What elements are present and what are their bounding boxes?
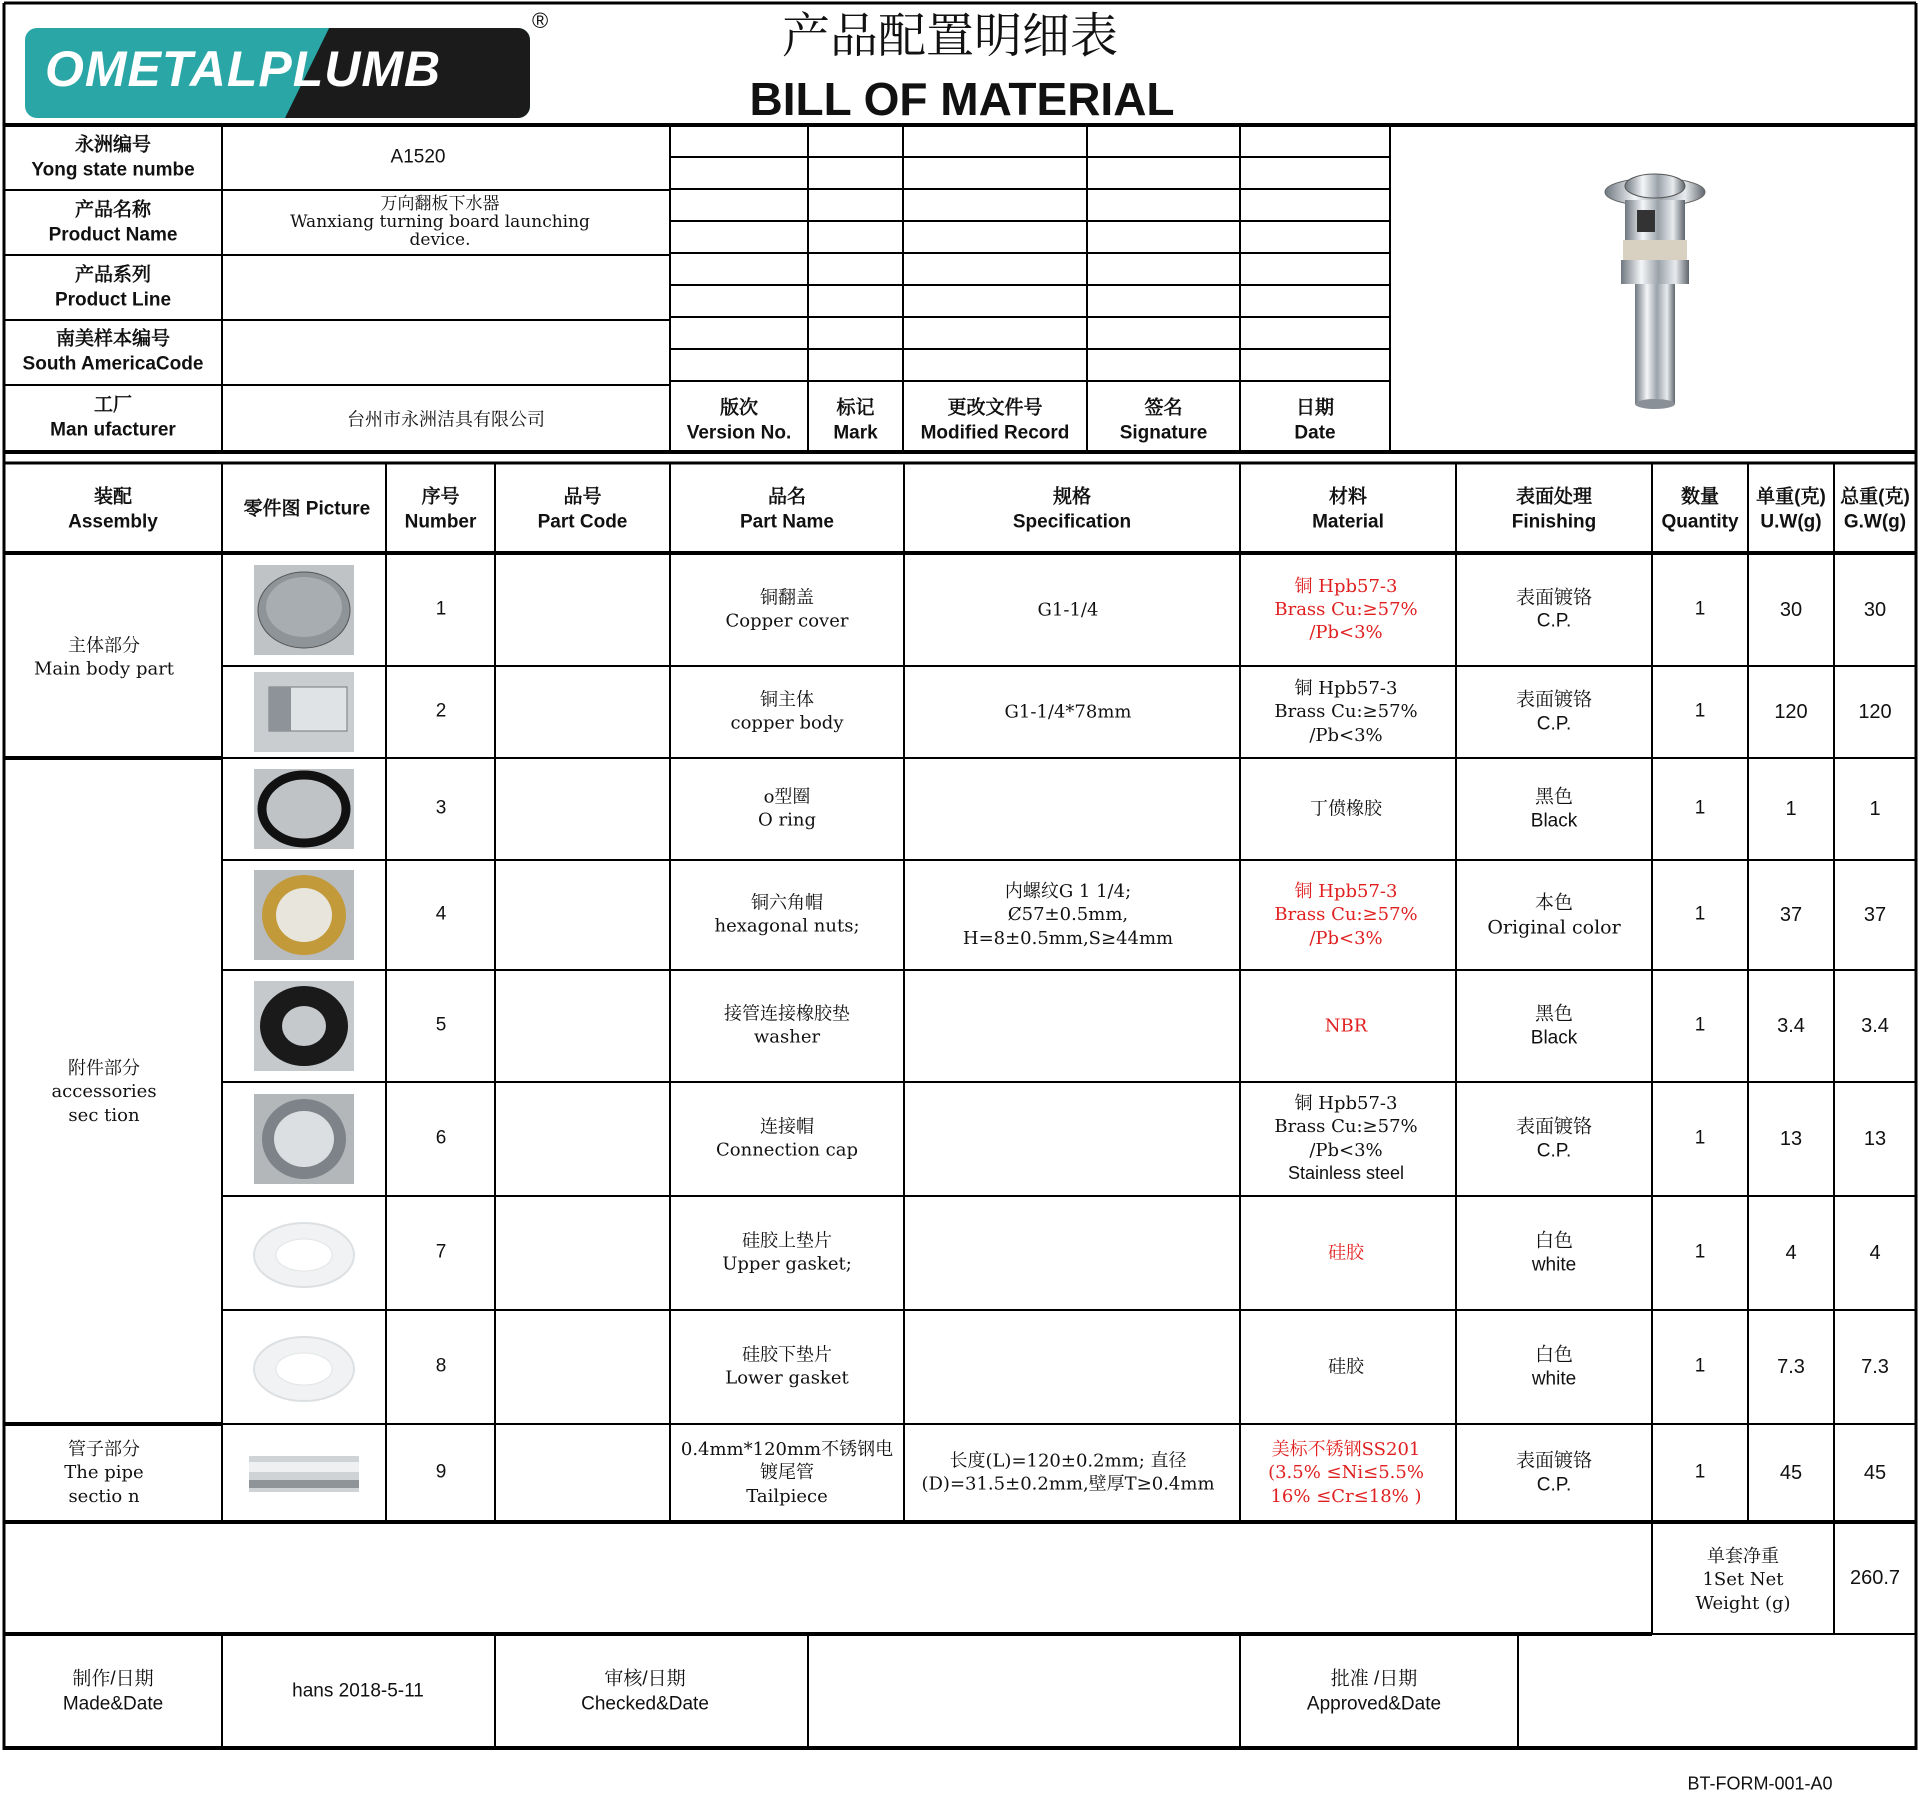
part-gross-weight-line: 7.3 xyxy=(1861,1356,1889,1378)
column-header-5-line: Specification xyxy=(1012,511,1132,532)
manufacturer-value xyxy=(347,408,545,431)
part-number-line: 4 xyxy=(435,903,447,925)
part-number xyxy=(436,797,447,822)
yong-state-number-label xyxy=(31,133,194,182)
net-weight-value-line: 260.7 xyxy=(1849,1567,1901,1589)
part-name xyxy=(758,786,816,833)
part-quantity-line: 1 xyxy=(1694,1014,1706,1036)
part-unit-weight xyxy=(1785,1240,1796,1266)
part-specification-line: H=8±0.5mm,S≥44mm xyxy=(962,927,1174,949)
part-material xyxy=(1274,574,1417,644)
part-number-line: 7 xyxy=(435,1241,447,1263)
product-name-label-line: 产品名称 xyxy=(74,199,151,221)
part-unit-weight xyxy=(1777,1013,1805,1039)
part-picture-cap xyxy=(249,1094,359,1184)
part-name xyxy=(725,1344,848,1391)
part-unit-weight xyxy=(1780,1126,1802,1152)
part-picture-nut xyxy=(249,870,359,960)
approved-date-label-line: 批准 /日期 xyxy=(1330,1668,1418,1690)
column-header-picture-en-line: Picture xyxy=(305,498,371,520)
column-header-6-line: Material xyxy=(1312,511,1384,532)
revision-header-1-line: 标记 xyxy=(836,397,875,419)
part-unit-weight-line: 13 xyxy=(1779,1128,1803,1150)
part-gross-weight-line: 30 xyxy=(1863,598,1887,621)
approved-date-label-line: Approved&Date xyxy=(1306,1693,1442,1714)
section-accessories xyxy=(51,1057,156,1127)
part-finishing-line: C.P. xyxy=(1536,610,1572,632)
part-finishing-line: 白色 xyxy=(1534,1343,1574,1366)
part-name xyxy=(681,1438,893,1508)
part-name-line: 接管连接橡胶垫 xyxy=(724,1003,850,1025)
part-material-line: 铜 Hpb57-3 xyxy=(1294,1093,1398,1115)
section-main-body xyxy=(34,635,174,682)
part-material-line: 硅胶 xyxy=(1328,1356,1364,1378)
part-specification-line: G1-1/4*78mm xyxy=(1004,701,1132,723)
part-material xyxy=(1274,677,1417,747)
yong-state-number-label-line: Yong state numbe xyxy=(31,159,195,180)
part-finishing xyxy=(1516,1448,1592,1497)
part-name-line: washer xyxy=(753,1027,821,1048)
part-finishing-line: Black xyxy=(1530,810,1578,831)
net-weight-label-line: 1Set Net xyxy=(1702,1569,1784,1591)
part-gross-weight xyxy=(1869,796,1880,822)
revision-header-4-line: 日期 xyxy=(1295,397,1334,419)
revision-header-4 xyxy=(1294,396,1335,445)
south-america-code-label-line: South AmericaCode xyxy=(22,353,204,374)
part-quantity-line: 1 xyxy=(1694,1127,1706,1149)
part-name-line: 铜翻盖 xyxy=(759,587,814,609)
revision-header-3-line: 签名 xyxy=(1144,397,1183,419)
part-name xyxy=(722,1230,852,1277)
net-weight-value xyxy=(1850,1565,1900,1591)
part-picture-oring xyxy=(249,764,359,854)
revision-header-3-line: Signature xyxy=(1119,422,1208,443)
part-name xyxy=(726,586,849,633)
part-finishing xyxy=(1516,687,1592,736)
part-gross-weight xyxy=(1869,1240,1880,1266)
section-accessories-line: accessories xyxy=(51,1081,157,1103)
part-finishing xyxy=(1516,1114,1592,1163)
section-pipe-line: 管子部分 xyxy=(68,1438,140,1460)
part-picture-washer xyxy=(249,981,359,1071)
part-unit-weight-line: 1 xyxy=(1785,798,1797,820)
part-quantity-line: 1 xyxy=(1694,700,1706,722)
column-header-4 xyxy=(740,485,834,534)
section-main-body-line: 主体部分 xyxy=(67,635,140,657)
part-material-line: Brass Cu:≥57% xyxy=(1274,598,1418,620)
part-finishing-line: 本色 xyxy=(1534,891,1573,914)
part-number xyxy=(436,1014,447,1039)
part-quantity xyxy=(1695,700,1706,725)
part-finishing-line: C.P. xyxy=(1536,713,1572,734)
part-unit-weight-line: 120 xyxy=(1774,701,1808,723)
part-finishing-line: white xyxy=(1531,1254,1577,1275)
part-name-line: 铜主体 xyxy=(760,689,814,711)
part-finishing-line: 黑色 xyxy=(1534,785,1573,808)
part-number-line: 9 xyxy=(435,1461,447,1483)
column-header-picture-cn-line: 零件图 xyxy=(243,498,301,520)
column-header-picture-en xyxy=(306,498,370,523)
column-header-5 xyxy=(1013,485,1131,534)
part-specification-line: 长度(L)=120±0.2mm; 直径 xyxy=(949,1450,1187,1472)
made-date-label-line: 制作/日期 xyxy=(72,1668,154,1690)
part-material xyxy=(1310,797,1382,820)
product-name-value xyxy=(290,196,590,250)
part-finishing-line: 黑色 xyxy=(1534,1002,1573,1025)
column-header-6 xyxy=(1312,485,1384,534)
made-date-value xyxy=(292,1680,424,1705)
revision-header-2 xyxy=(921,396,1070,445)
part-gross-weight-line: 45 xyxy=(1863,1462,1887,1484)
column-header-8 xyxy=(1661,485,1738,534)
part-quantity-line: 1 xyxy=(1694,1241,1706,1263)
part-specification xyxy=(921,1450,1214,1497)
part-material-line: 铜 Hpb57-3 xyxy=(1294,575,1398,597)
part-material-line: 铜 Hpb57-3 xyxy=(1294,880,1398,902)
part-material xyxy=(1328,1241,1364,1264)
part-specification-line: 内螺纹G 1 1/4; xyxy=(1004,880,1132,902)
column-header-0 xyxy=(68,485,158,534)
form-code-line: BT-FORM-001-A0 xyxy=(1687,1773,1833,1794)
part-gross-weight xyxy=(1861,1354,1889,1380)
part-material-line: 16% ≤Cr≤18% ) xyxy=(1270,1485,1422,1507)
part-number xyxy=(436,1461,447,1486)
revision-header-3 xyxy=(1120,396,1208,445)
part-material-line: /Pb<3% xyxy=(1309,622,1383,644)
column-header-6-line: 材料 xyxy=(1328,486,1367,508)
column-header-9-line: U.W(g) xyxy=(1760,511,1822,532)
part-name-line: 0.4mm*120mm不锈钢电 xyxy=(680,1438,894,1460)
part-quantity xyxy=(1695,597,1706,622)
part-gross-weight-line: 37 xyxy=(1863,904,1887,926)
column-header-9-line: 单重(克) xyxy=(1756,486,1826,508)
part-name-line: Lower gasket xyxy=(725,1368,849,1389)
column-header-8-line: Quantity xyxy=(1661,511,1739,532)
part-material-line: Stainless steel xyxy=(1287,1163,1405,1184)
yong-state-number-value xyxy=(391,146,446,171)
part-unit-weight xyxy=(1774,699,1807,725)
section-accessories-line: 附件部分 xyxy=(67,1057,140,1079)
checked-date-label-line: Checked&Date xyxy=(581,1693,709,1714)
part-number xyxy=(436,903,447,928)
part-number xyxy=(436,1127,447,1152)
part-material-line: Brass Cu:≥57% xyxy=(1274,904,1418,926)
product-line-label-line: Product Line xyxy=(54,289,172,310)
manufacturer-label-line: 工厂 xyxy=(93,394,133,416)
part-gross-weight xyxy=(1864,902,1886,928)
column-header-10-line: 总重(克) xyxy=(1840,486,1910,508)
column-header-3 xyxy=(538,485,628,534)
part-name-line: 连接帽 xyxy=(759,1116,814,1138)
part-quantity-line: 1 xyxy=(1694,1461,1706,1483)
title-en: BILL OF MATERIAL xyxy=(749,73,1175,126)
part-quantity xyxy=(1695,903,1706,928)
section-pipe xyxy=(64,1438,143,1508)
part-finishing xyxy=(1531,784,1577,833)
part-unit-weight xyxy=(1777,1354,1805,1380)
part-material xyxy=(1274,1092,1417,1186)
column-header-8-line: 数量 xyxy=(1680,486,1719,508)
checked-date-label xyxy=(581,1667,709,1716)
part-material-line: /Pb<3% xyxy=(1309,927,1383,949)
part-finishing-line: 表面镀铬 xyxy=(1515,1115,1593,1138)
part-finishing xyxy=(1532,1342,1576,1391)
part-picture-body xyxy=(249,667,359,757)
part-picture-gasket xyxy=(249,1208,359,1298)
form-code xyxy=(1687,1772,1832,1795)
part-gross-weight-line: 1 xyxy=(1869,798,1881,820)
part-finishing xyxy=(1516,585,1592,634)
part-quantity xyxy=(1695,1241,1706,1266)
part-name-line: Tailpiece xyxy=(746,1485,828,1507)
made-date-value-line: hans 2018-5-11 xyxy=(292,1680,424,1702)
manufacturer-value-line: 台州市永洲洁具有限公司 xyxy=(347,409,545,431)
part-picture-cover xyxy=(249,565,359,655)
part-number-line: 3 xyxy=(435,797,447,819)
column-header-4-line: 品名 xyxy=(767,486,806,508)
part-finishing-line: Original color xyxy=(1487,916,1621,938)
part-name xyxy=(716,1116,858,1163)
part-name-line: O ring xyxy=(758,810,816,831)
part-finishing-line: C.P. xyxy=(1536,1474,1572,1495)
part-finishing-line: C.P. xyxy=(1536,1140,1572,1161)
part-unit-weight-line: 7.3 xyxy=(1777,1356,1805,1378)
part-name-line: Upper gasket; xyxy=(722,1254,852,1275)
part-unit-weight-line: 4 xyxy=(1785,1242,1797,1264)
part-specification-line: (D)=31.5±0.2mm,壁厚T≥0.4mm xyxy=(921,1474,1215,1495)
part-name-line: copper body xyxy=(730,713,844,734)
part-number xyxy=(436,1355,447,1380)
product-name-value-line: 万向翻板下水器 xyxy=(380,194,500,215)
revision-header-1-line: Mark xyxy=(833,422,878,443)
column-header-4-line: Part Name xyxy=(740,511,834,532)
part-material-line: 美标不锈钢SS201 xyxy=(1271,1438,1421,1460)
part-quantity-line: 1 xyxy=(1694,1355,1706,1377)
made-date-label xyxy=(63,1667,163,1716)
part-unit-weight-line: 3.4 xyxy=(1777,1015,1805,1037)
part-name-line: 硅胶下垫片 xyxy=(742,1344,832,1366)
column-header-3-line: Part Code xyxy=(537,511,628,532)
part-unit-weight-line: 30 xyxy=(1779,598,1803,621)
part-finishing-line: 表面镀铬 xyxy=(1515,688,1593,711)
part-name-line: Connection cap xyxy=(715,1140,859,1161)
revision-header-4-line: Date xyxy=(1294,422,1336,443)
column-header-7-line: Finishing xyxy=(1511,511,1597,532)
part-gross-weight xyxy=(1864,1126,1886,1152)
column-header-0-line: Assembly xyxy=(68,511,158,532)
part-name-line: 硅胶上垫片 xyxy=(741,1230,832,1252)
part-quantity-line: 1 xyxy=(1694,598,1706,620)
revision-header-2-line: 更改文件号 xyxy=(947,397,1043,419)
product-line-label xyxy=(55,263,171,312)
part-specification-line: Ȼ57±0.5mm, xyxy=(1007,904,1129,926)
section-accessories-line: sec tion xyxy=(68,1104,140,1126)
part-name xyxy=(731,689,844,736)
part-name-line: hexagonal nuts; xyxy=(714,916,860,937)
column-header-2 xyxy=(405,485,477,534)
part-quantity xyxy=(1695,1127,1706,1152)
part-material-line: /Pb<3% xyxy=(1309,724,1383,746)
part-quantity xyxy=(1695,797,1706,822)
column-header-10 xyxy=(1840,485,1910,534)
part-quantity xyxy=(1695,1014,1706,1039)
part-specification xyxy=(1038,598,1099,621)
part-gross-weight-line: 120 xyxy=(1858,701,1892,723)
column-header-9 xyxy=(1756,485,1826,534)
title-cn: 产品配置明细表 xyxy=(781,9,1119,63)
part-finishing-line: 表面镀铬 xyxy=(1515,1449,1593,1472)
part-material xyxy=(1268,1438,1424,1508)
part-quantity xyxy=(1695,1461,1706,1486)
section-pipe-line: sectio n xyxy=(68,1485,140,1507)
part-unit-weight xyxy=(1780,597,1802,623)
manufacturer-label xyxy=(50,393,176,442)
product-name-value-line: device. xyxy=(409,229,471,250)
logo-text: OMETALPLUMB xyxy=(45,41,442,97)
yong-state-number-label-line: 永洲编号 xyxy=(74,134,151,156)
column-header-5-line: 规格 xyxy=(1052,486,1091,508)
column-header-7 xyxy=(1512,485,1596,534)
part-finishing-line: white xyxy=(1531,1368,1577,1389)
part-quantity-line: 1 xyxy=(1694,903,1706,925)
product-photo xyxy=(1585,170,1725,420)
part-name-line: o型圈 xyxy=(763,786,811,808)
part-material xyxy=(1325,1014,1368,1037)
part-specification-line: G1-1/4 xyxy=(1037,598,1099,620)
checked-date-label-line: 审核/日期 xyxy=(604,1668,686,1690)
part-material-line: 丁偾橡胶 xyxy=(1310,798,1382,820)
revision-header-2-line: Modified Record xyxy=(920,422,1070,443)
part-gross-weight-line: 4 xyxy=(1869,1242,1881,1264)
part-number-line: 6 xyxy=(435,1127,447,1149)
registered-mark: ® xyxy=(532,8,549,33)
part-material xyxy=(1274,880,1417,950)
column-header-10-line: G.W(g) xyxy=(1843,511,1907,532)
approved-date-label xyxy=(1307,1667,1441,1716)
part-finishing-line: Black xyxy=(1530,1027,1578,1048)
part-material-line: (3.5% ≤Ni≤5.5% xyxy=(1268,1462,1424,1484)
part-specification xyxy=(963,880,1173,950)
part-number-line: 5 xyxy=(435,1014,447,1036)
product-name-label-line: Product Name xyxy=(48,224,178,245)
part-material-line: Brass Cu:≥57% xyxy=(1274,701,1418,723)
part-number xyxy=(436,597,447,622)
part-number xyxy=(436,700,447,725)
revision-header-1 xyxy=(833,396,877,445)
part-finishing xyxy=(1487,890,1620,939)
net-weight-label-line: Weight (g) xyxy=(1695,1592,1791,1614)
column-header-picture-cn xyxy=(243,498,300,523)
part-material-line: /Pb<3% xyxy=(1309,1140,1383,1161)
part-name-line: 铜六角帽 xyxy=(750,892,823,914)
part-name-line: Copper cover xyxy=(725,610,849,632)
part-gross-weight-line: 13 xyxy=(1863,1128,1887,1150)
column-header-2-line: 序号 xyxy=(421,486,460,508)
revision-header-0-line: Version No. xyxy=(686,422,792,443)
part-number-line: 8 xyxy=(435,1355,447,1377)
revision-header-0-line: 版次 xyxy=(719,397,758,419)
part-name xyxy=(714,892,859,939)
part-unit-weight xyxy=(1785,796,1796,822)
part-gross-weight-line: 3.4 xyxy=(1861,1015,1889,1037)
part-name-line: 镀尾管 xyxy=(759,1462,814,1484)
part-name xyxy=(724,1003,850,1050)
revision-header-0 xyxy=(687,396,792,445)
part-unit-weight-line: 37 xyxy=(1779,904,1803,926)
net-weight-label-line: 单套净重 xyxy=(1707,1545,1779,1567)
column-header-2-line: Number xyxy=(404,511,477,532)
part-finishing-line: 白色 xyxy=(1534,1229,1574,1252)
part-gross-weight xyxy=(1858,699,1891,725)
part-gross-weight xyxy=(1864,597,1886,623)
part-quantity-line: 1 xyxy=(1694,797,1706,819)
yong-state-number-value-line: A1520 xyxy=(390,146,446,168)
south-america-code-label-line: 南美样本编号 xyxy=(55,328,171,350)
product-line-label-line: 产品系列 xyxy=(74,264,151,286)
product-name-value-line: Wanxiang turning board launching xyxy=(290,212,590,233)
section-pipe-line: The pipe xyxy=(64,1462,144,1484)
part-material-line: Brass Cu:≥57% xyxy=(1274,1116,1418,1138)
product-name-label xyxy=(49,198,178,247)
part-unit-weight xyxy=(1780,1460,1802,1486)
made-date-label-line: Made&Date xyxy=(62,1693,164,1714)
part-picture-gasket xyxy=(249,1322,359,1412)
part-number-line: 1 xyxy=(435,598,447,620)
part-specification xyxy=(1005,700,1132,723)
part-gross-weight xyxy=(1861,1013,1889,1039)
part-quantity xyxy=(1695,1355,1706,1380)
part-finishing-line: 表面镀铬 xyxy=(1515,585,1593,608)
part-number xyxy=(436,1241,447,1266)
part-unit-weight xyxy=(1780,902,1802,928)
section-main-body-line: Main body part xyxy=(33,659,175,680)
part-finishing xyxy=(1532,1228,1576,1277)
part-material-line: 铜 Hpb57-3 xyxy=(1294,677,1398,699)
part-material xyxy=(1328,1355,1364,1378)
manufacturer-label-line: Man ufacturer xyxy=(50,419,176,440)
column-header-7-line: 表面处理 xyxy=(1515,486,1592,508)
part-unit-weight-line: 45 xyxy=(1779,1462,1803,1484)
south-america-code-label xyxy=(23,327,204,376)
column-header-3-line: 品号 xyxy=(563,486,602,508)
part-material-line: NBR xyxy=(1324,1015,1368,1037)
part-material-line: 硅胶 xyxy=(1328,1242,1364,1264)
part-finishing xyxy=(1531,1001,1577,1050)
net-weight-label xyxy=(1695,1545,1790,1615)
part-picture-pipe xyxy=(249,1428,359,1518)
part-gross-weight xyxy=(1864,1460,1886,1486)
column-header-0-line: 装配 xyxy=(93,486,132,508)
part-number-line: 2 xyxy=(435,700,447,722)
